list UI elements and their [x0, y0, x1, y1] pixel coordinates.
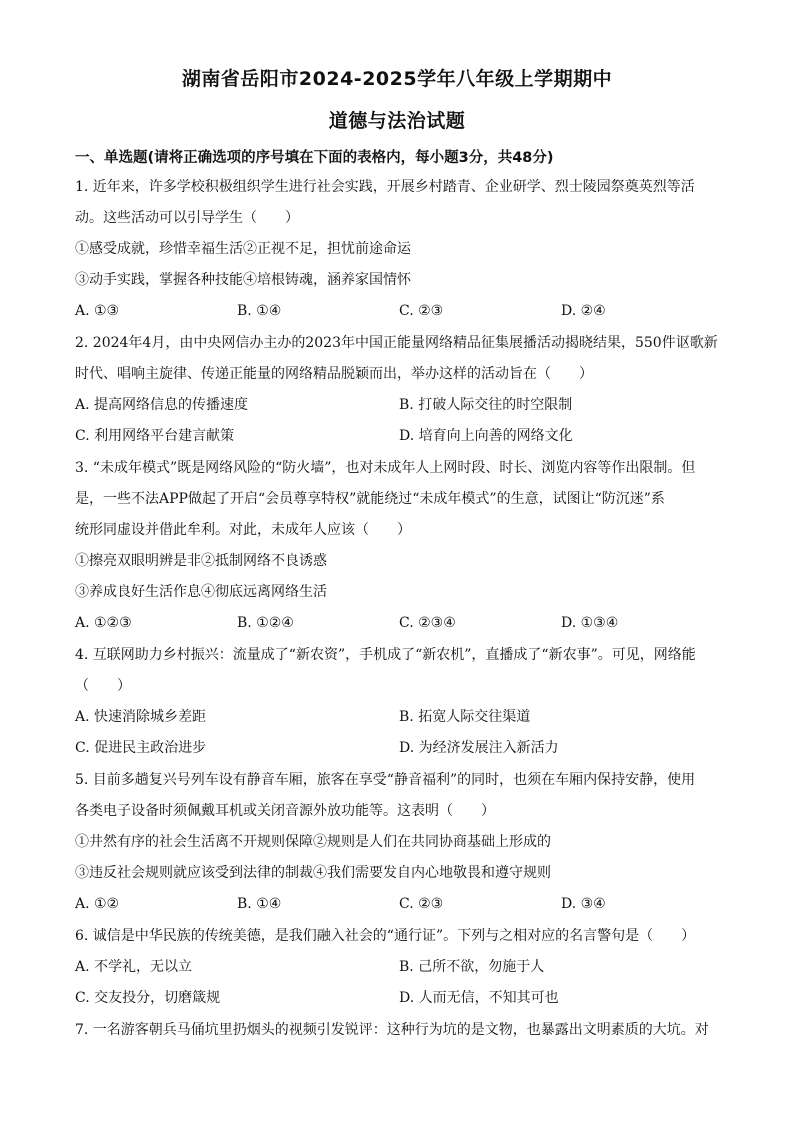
q6-stem-line-1: 6. 诚信是中华民族的传统美德，是我们融入社会的“通行证”。下列与之相对应的名言警句是（ ）: [75, 928, 696, 944]
q1-option-c: C. ②③: [399, 303, 444, 319]
q3-stem-line-3: 统形同虚设并借此牟利。对此，未成年人应该（ ）: [75, 522, 411, 538]
q6-option-a: A. 不学礼，无以立: [75, 959, 193, 975]
q3-statement-2: ③养成良好生活作息④彻底远离网络生活: [75, 584, 327, 600]
q5-statement-1: ①井然有序的社会生活离不开规则保障②规则是人们在共同协商基础上形成的: [75, 834, 551, 850]
q5-option-b: B. ①④: [237, 896, 282, 912]
q3-statement-1: ①擦亮双眼明辨是非②抵制网络不良诱惑: [75, 553, 327, 569]
q3-option-c: C. ②③④: [399, 615, 456, 631]
q5-statement-2: ③违反社会规则就应该受到法律的制裁④我们需要发自内心地敬畏和遵守规则: [75, 865, 551, 881]
q2-option-c: C. 利用网络平台建言献策: [75, 428, 235, 444]
q6-option-c: C. 交友投分，切磨箴规: [75, 990, 221, 1006]
q2-option-a: A. 提高网络信息的传播速度: [75, 397, 249, 413]
q1-statement-1: ①感受成就，珍惜幸福生活②正视不足，担忧前途命运: [75, 241, 411, 257]
q4-option-d: D. 为经济发展注入新活力: [399, 740, 559, 756]
q5-stem-line-2: 各类电子设备时须佩戴耳机或关闭音源外放功能等。这表明（ ）: [75, 803, 495, 819]
q3-option-d: D. ①③④: [561, 615, 619, 631]
q1-option-d: D. ②④: [561, 303, 606, 319]
q2-stem-line-1: 2. 2024年4月，由中央网信办主办的2023年中国正能量网络精品征集展播活动揭晓结果，550件讴歌新: [75, 335, 718, 351]
exam-subtitle: 道德与法治试题: [328, 110, 466, 132]
section-header: 一、单选题(请将正确选项的序号填在下面的表格内，每小题3分，共48分): [75, 150, 554, 166]
q1-option-a: A. ①③: [75, 303, 120, 319]
q6-option-b: B. 己所不欲，勿施于人: [399, 959, 545, 975]
q6-option-d: D. 人而无信，不知其可也: [399, 990, 559, 1006]
q3-stem-line-2: 是，一些不法APP做起了开启“会员尊享特权”就能绕过“未成年模式”的生意，试图让“防沉迷”系: [75, 491, 665, 507]
q4-option-a: A. 快速消除城乡差距: [75, 709, 207, 725]
q2-option-d: D. 培育向上向善的网络文化: [399, 428, 573, 444]
q3-option-a: A. ①②③: [75, 615, 132, 631]
q4-stem-line-2: （ ）: [75, 678, 131, 694]
q2-option-b: B. 打破人际交往的时空限制: [399, 397, 573, 413]
q5-option-a: A. ①②: [75, 896, 120, 912]
q2-stem-line-2: 时代、唱响主旋律、传递正能量的网络精品脱颖而出，举办这样的活动旨在（ ）: [75, 366, 593, 382]
q1-stem-line-2: 动。这些活动可以引导学生（ ）: [75, 210, 299, 226]
q1-stem-line-1: 1. 近年来，许多学校积极组织学生进行社会实践，开展乡村踏青、企业研学、烈士陵园祭奠英烈等活: [75, 179, 695, 195]
q4-option-c: C. 促进民主政治进步: [75, 740, 207, 756]
q1-option-b: B. ①④: [237, 303, 282, 319]
q4-option-b: B. 拓宽人际交往渠道: [399, 709, 531, 725]
q4-stem-line-1: 4. 互联网助力乡村振兴：流量成了“新农资”，手机成了“新农机”，直播成了“新农事”。可见，网络能: [75, 647, 696, 663]
q1-statement-2: ③动手实践，掌握各种技能④培根铸魂，涵养家国情怀: [75, 272, 411, 288]
q5-option-c: C. ②③: [399, 896, 444, 912]
exam-title: 湖南省岳阳市2024-2025学年八年级上学期期中: [181, 68, 613, 90]
q5-stem-line-1: 5. 目前多趟复兴号列车设有静音车厢，旅客在享受“静音福利”的同时，也须在车厢内保持安静，使用: [75, 772, 696, 788]
q7-stem-line-1: 7. 一名游客朝兵马俑坑里扔烟头的视频引发锐评：这种行为坑的是文物，也暴露出文明素质的大坑。对: [75, 1022, 709, 1038]
q5-option-d: D. ③④: [561, 896, 606, 912]
q3-option-b: B. ①②④: [237, 615, 294, 631]
q3-stem-line-1: 3. “未成年模式”既是网络风险的“防火墙”，也对未成年人上网时段、时长、浏览内容等作出限制。但: [75, 460, 696, 476]
